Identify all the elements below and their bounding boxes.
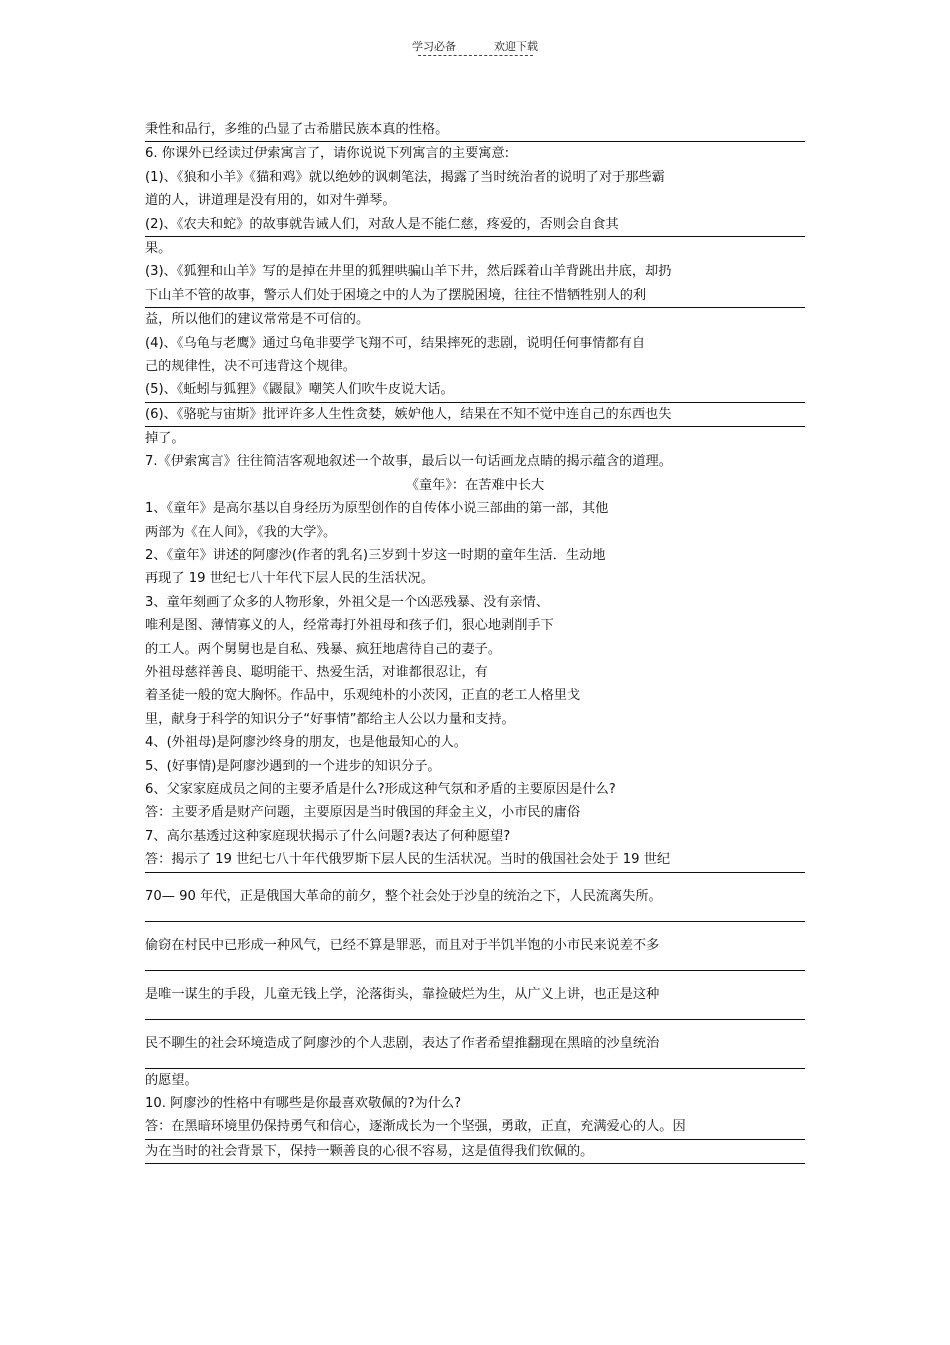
text-line: 益，所以他们的建议常常是不可信的。 — [145, 312, 370, 328]
text-line: 1、《童年》是高尔基以自身经历为原型创作的自传体小说三部曲的第一部，其他 — [145, 501, 609, 517]
text-line: 是唯一谋生的手段，儿童无钱上学，沦落街头，靠捡破烂为生，从广义上讲，也正是这种 — [145, 971, 805, 1020]
text-line: 2、《童年》讲述的阿廖沙(作者的乳名)三岁到十岁这一时期的童年生活．生动地 — [145, 548, 606, 564]
text-line: 着圣徒一般的宽大胸怀。作品中，乐观纯朴的小茨冈，正直的老工人格里戈 — [145, 688, 581, 704]
text-line: 为在当时的社会背景下，保持一颗善良的心很不容易，这是值得我们钦佩的。 — [145, 1140, 805, 1164]
text-line: 民不聊生的社会环境造成了阿廖沙的个人悲剧，表达了作者希望推翻现在黑暗的沙皇统治 — [145, 1020, 805, 1069]
text-line: 偷窃在村民中已形成一种风气，已经不算是罪恶，而且对于半饥半饱的小市民来说差不多 — [145, 922, 805, 971]
text-line: 两部为《在人间》，《我的大学》。 — [145, 524, 337, 540]
text-line: 唯利是图、薄情寡义的人，经常毒打外祖母和孩子们，狠心地剥削手下 — [145, 618, 554, 634]
text-line: 己的规律性，决不可违背这个规律。 — [145, 358, 356, 374]
text-line: 5、(好事情)是阿廖沙遇到的一个进步的知识分子。 — [145, 758, 441, 774]
text-line: 秉性和品行，多维的凸显了古希腊民族本真的性格。 — [145, 118, 805, 142]
text-line: (1)、《狼和小羊》《猫和鸡》就以绝妙的讽刺笔法，揭露了当时统治者的说明了对于那些霸 — [145, 169, 665, 185]
text-line: 10. 阿廖沙的性格中有哪些是你最喜欢敬佩的?为什么? — [145, 1095, 462, 1111]
text-line: 70— 90 年代，正是俄国大革命的前夕，整个社会处于沙皇的统治之下，人民流离失所。 — [145, 873, 805, 922]
text-line: (4)、《乌龟与老鹰》通过乌龟非要学飞翔不可，结果摔死的悲剧，说明任何事情都有自 — [145, 335, 646, 351]
header-rule — [418, 55, 533, 56]
text-line: (6)、《骆驼与宙斯》批评许多人生性贪婪，嫉妒他人，结果在不知不觉中连自己的东西也失 — [145, 403, 805, 427]
text-line: 答：在黑暗环境里仍保持勇气和信心，逐渐成长为一个坚强，勇敢，正直，充满爱心的人。因 — [145, 1115, 805, 1139]
text-line: 4、(外祖母)是阿廖沙终身的朋友，也是他最知心的人。 — [145, 735, 467, 751]
text-line: 的愿望。 — [145, 1072, 198, 1088]
text-line: 外祖母慈祥善良、聪明能干、热爱生活，对谁都很忍让，有 — [145, 664, 488, 680]
text-line: 里，献身于科学的知识分子“好事情”都给主人公以力量和支持。 — [145, 711, 515, 727]
header-left: 学习必备 — [412, 40, 456, 53]
page-header — [0, 38, 950, 54]
header-right: 欢迎下载 — [494, 40, 538, 53]
text-line: 果。 — [145, 240, 172, 256]
text-line: (3)、《狐狸和山羊》写的是掉在井里的狐狸哄骗山羊下井，然后踩着山羊背跳出井底，却扔 — [145, 264, 672, 280]
section-title: 《童年》：在苦难中长大 — [405, 477, 545, 493]
text-line: 6、父家家庭成员之间的主要矛盾是什么?形成这种气氛和矛盾的主要原因是什么? — [145, 781, 616, 797]
text-line: 的工人。两个舅舅也是自私、残暴、疯狂地虐待自己的妻子。 — [145, 641, 502, 657]
text-line: 6. 你课外已经读过伊索寓言了，请你说说下列寓言的主要寓意: — [145, 146, 510, 162]
text-line: (5)、《蚯蚓与狐狸》《鼹鼠》嘲笑人们吹牛皮说大话。 — [145, 378, 805, 402]
text-line: 7.《伊索寓言》往往简洁客观地叙述一个故事，最后以一句话画龙点睛的揭示蕴含的道理。 — [145, 454, 672, 470]
text-line: 下山羊不管的故事，警示人们处于困境之中的人为了摆脱困境，往往不惜牺牲别人的利 — [145, 284, 805, 308]
text-line: 答：主要矛盾是财产问题，主要原因是当时俄国的拜金主义，小市民的庸俗 — [145, 805, 581, 821]
text-line: 3、童年刻画了众多的人物形象，外祖父是一个凶恶残暴、没有亲情、 — [145, 594, 550, 610]
text-line: 7、高尔基透过这种家庭现状揭示了什么问题?表达了何种愿望? — [145, 828, 511, 844]
document-body — [145, 118, 805, 1164]
text-line: 答：揭示了 19 世纪七八十年代俄罗斯下层人民的生活状况。当时的俄国社会处于 19 世纪 — [145, 848, 805, 872]
text-line: 再现了 19 世纪七八十年代下层人民的生活状况。 — [145, 571, 434, 587]
text-line: (2)、《农夫和蛇》的故事就告诫人们，对敌人是不能仁慈，疼爱的，否则会自食其 — [145, 213, 805, 237]
text-line: 道的人，讲道理是没有用的，如对牛弹琴。 — [145, 193, 396, 209]
text-line: 掉了。 — [145, 431, 185, 447]
